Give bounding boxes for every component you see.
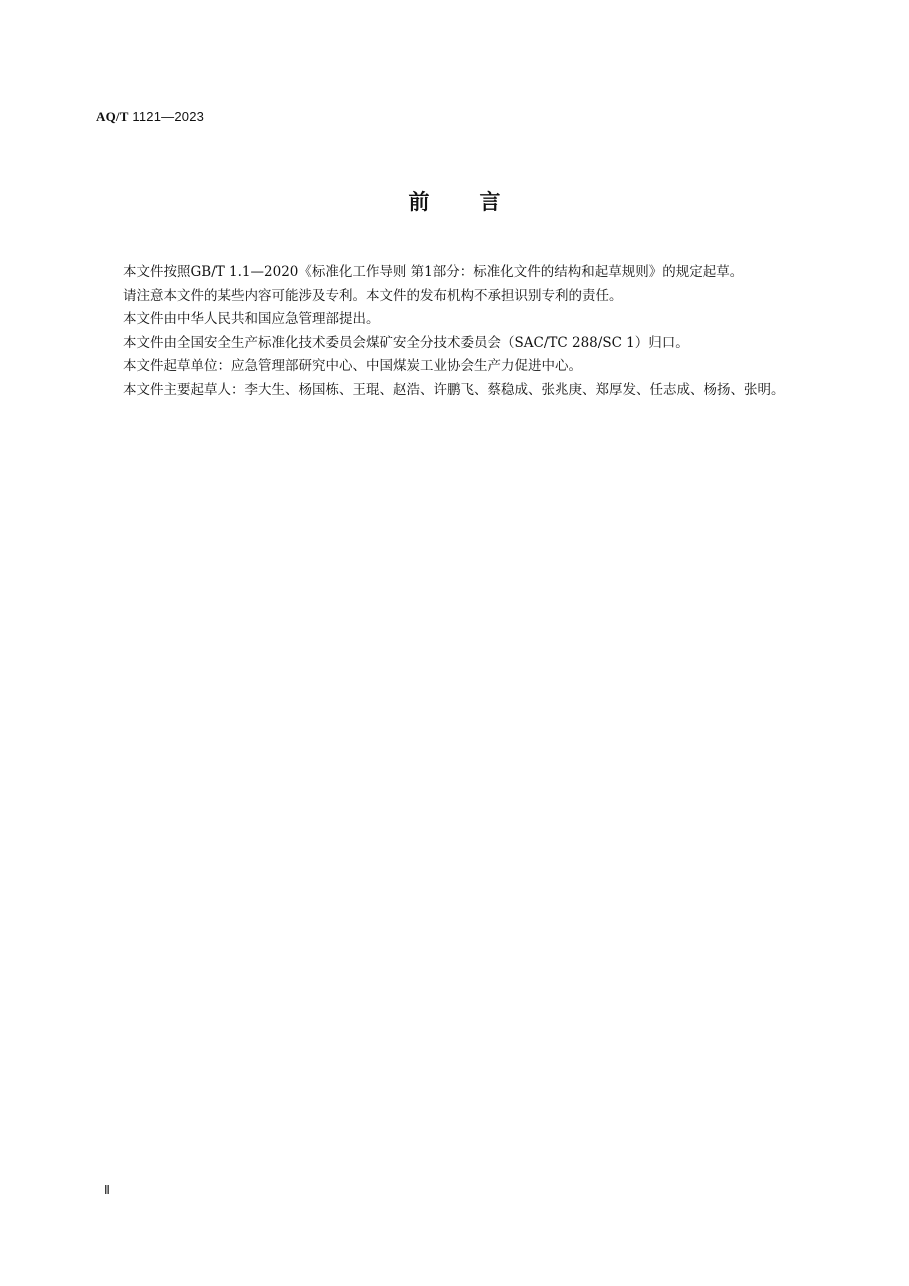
paragraph-drafters: 本文件主要起草人：李大生、杨国栋、王琨、赵浩、许鹏飞、蔡稳成、张兆庚、郑厚发、任志成、杨扬、张明。 xyxy=(123,381,785,398)
paragraph-proposer: 本文件由中华人民共和国应急管理部提出。 xyxy=(123,311,380,327)
paragraph-technical-committee: 本文件由全国安全生产标准化技术委员会煤矿安全分技术委员会（SAC/TC 288/SC 1）归口。 xyxy=(123,334,689,351)
foreword-content xyxy=(96,261,810,402)
paragraph-drafting-rules: 本文件按照GB/T 1.1—2020《标准化工作导则 第1部分：标准化文件的结构和起草规则》的规定起草。 xyxy=(123,264,744,280)
page-number: Ⅱ xyxy=(104,1183,110,1197)
standard-code xyxy=(96,109,204,125)
paragraph-patent-notice: 请注意本文件的某些内容可能涉及专利。本文件的发布机构不承担识别专利的责任。 xyxy=(123,287,623,304)
standard-code-prefix: AQ/T xyxy=(96,109,129,124)
standard-code-number: 1121—2023 xyxy=(132,109,205,124)
paragraph-drafting-organizations: 本文件起草单位：应急管理部研究中心、中国煤炭工业协会生产力促进中心。 xyxy=(123,358,582,374)
page-title: 前言 xyxy=(408,190,551,214)
